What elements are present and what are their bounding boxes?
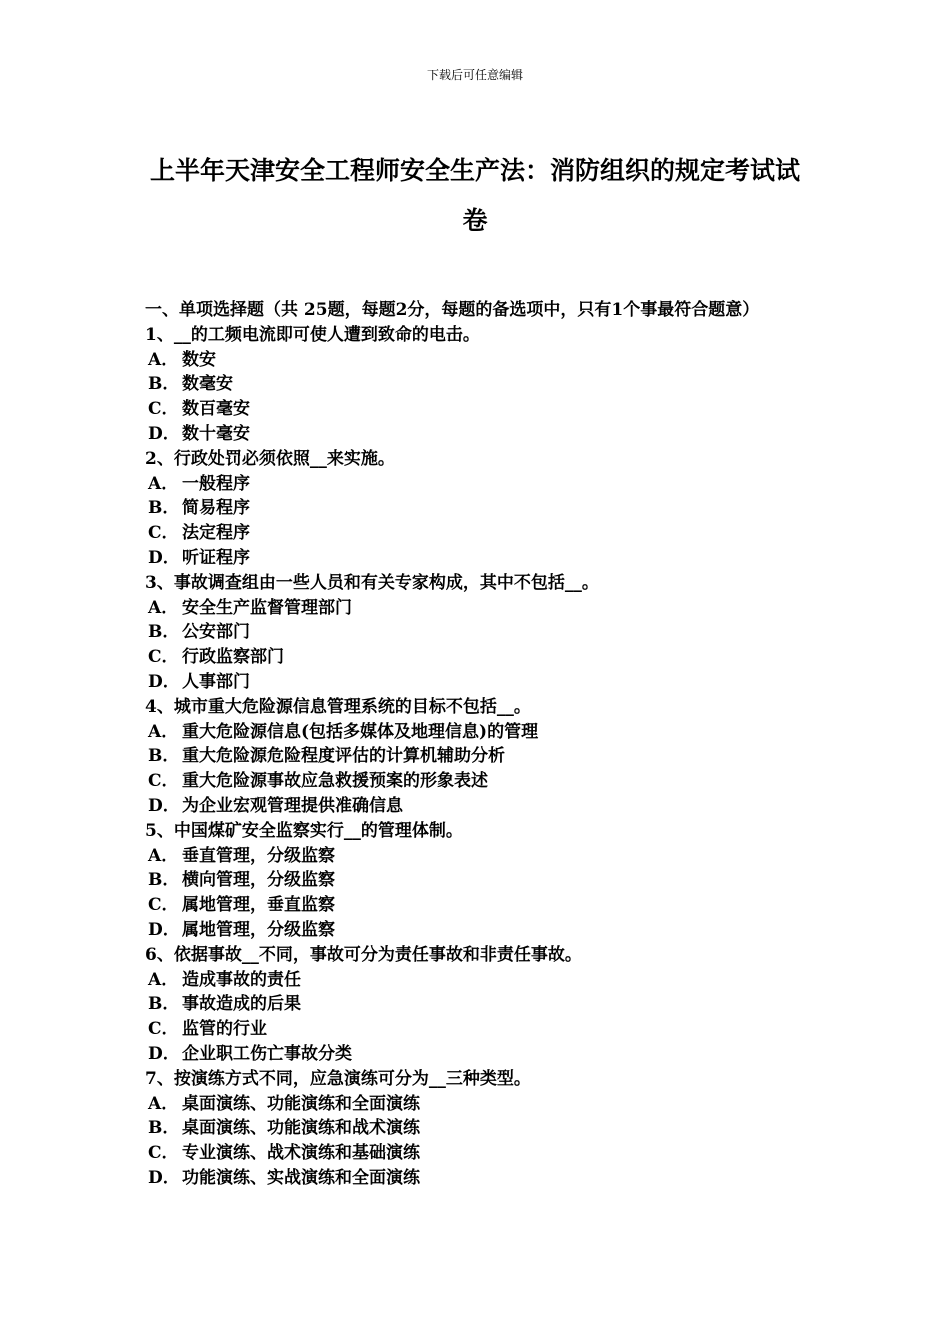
option-text: 重大危险源信息(包括多媒体及地理信息)的管理 [182,721,539,742]
header-note: 下载后可任意编辑 [426,68,523,82]
option-item [145,521,813,546]
option-list [145,844,813,943]
option-item [145,397,813,422]
option-letter: A． [148,597,179,618]
question-block [145,571,813,695]
option-text: 听证程序 [182,547,250,568]
option-item [145,670,813,695]
question-block [145,819,813,943]
document-body [145,298,813,1191]
option-item [145,1116,813,1141]
option-letter: B． [148,746,180,767]
option-letter: B． [148,1118,180,1139]
option-letter: B． [148,498,180,519]
option-letter: A． [148,721,179,742]
option-letter: D． [148,423,180,444]
option-item [145,918,813,943]
option-item [145,372,813,397]
option-list [145,1092,813,1191]
option-text: 安全生产监督管理部门 [182,597,352,618]
option-text: 人事部门 [182,671,250,692]
option-letter: D． [148,795,180,816]
option-text: 属地管理，分级监察 [182,919,335,940]
option-list [145,596,813,695]
option-item [145,546,813,571]
option-text: 法定程序 [182,523,250,544]
option-item [145,472,813,497]
option-letter: A． [148,969,179,990]
option-list [145,720,813,819]
option-item [145,1141,813,1166]
question-text: 3、事故调查组由一些人员和有关专家构成，其中不包括__。 [145,572,599,593]
option-item [145,893,813,918]
option-letter: D． [148,671,180,692]
option-letter: B． [148,870,180,891]
option-item [145,348,813,373]
option-letter: C． [148,1019,179,1040]
option-letter: D． [148,1167,180,1188]
question-text: 1、__的工频电流即可使人遭到致命的电击。 [145,324,480,345]
option-letter: A． [148,845,179,866]
option-letter: D． [148,1043,180,1064]
option-letter: B． [148,622,180,643]
option-text: 事故造成的后果 [182,994,301,1015]
option-letter: C． [148,1143,179,1164]
option-text: 专业演练、战术演练和基础演练 [182,1143,420,1164]
document-title: 上半年天津安全工程师安全生产法：消防组织的规定考试试卷 [149,156,800,235]
option-item [145,422,813,447]
option-text: 数十毫安 [182,423,250,444]
option-item [145,620,813,645]
question-block [145,943,813,1067]
option-letter: B． [148,374,180,395]
question-block [145,1067,813,1191]
question-list [145,323,813,1191]
option-letter: C． [148,399,179,420]
option-text: 行政监察部门 [182,647,284,668]
option-letter: D． [148,919,180,940]
option-item [145,496,813,521]
option-item [145,992,813,1017]
option-item [145,744,813,769]
option-letter: B． [148,994,180,1015]
option-text: 桌面演练、功能演练和战术演练 [182,1118,420,1139]
question-block [145,447,813,571]
question-text: 5、中国煤矿安全监察实行__的管理体制。 [145,820,463,841]
option-item [145,794,813,819]
option-text: 桌面演练、功能演练和全面演练 [182,1093,420,1114]
question-text: 6、依据事故__不同，事故可分为责任事故和非责任事故。 [145,944,582,965]
option-letter: A． [148,349,179,370]
option-list [145,968,813,1067]
option-text: 造成事故的责任 [182,969,301,990]
option-text: 公安部门 [182,622,250,643]
option-text: 重大危险源事故应急救援预案的形象表述 [182,771,488,792]
option-text: 属地管理，垂直监察 [182,895,335,916]
option-item [145,968,813,993]
question-text: 7、按演练方式不同，应急演练可分为__三种类型。 [145,1068,531,1089]
option-item [145,844,813,869]
question-block [145,323,813,447]
option-item [145,720,813,745]
option-letter: C． [148,523,179,544]
option-text: 为企业宏观管理提供准确信息 [182,795,403,816]
option-item [145,596,813,621]
option-text: 重大危险源危险程度评估的计算机辅助分析 [182,746,505,767]
question-block [145,695,813,819]
option-item [145,645,813,670]
option-text: 监管的行业 [182,1019,267,1040]
option-letter: C． [148,647,179,668]
option-list [145,348,813,447]
option-list [145,472,813,571]
option-item [145,1166,813,1191]
option-item [145,769,813,794]
option-text: 横向管理，分级监察 [182,870,335,891]
option-text: 企业职工伤亡事故分类 [182,1043,352,1064]
option-text: 简易程序 [182,498,250,519]
option-letter: A． [148,1093,179,1114]
option-text: 功能演练、实战演练和全面演练 [182,1167,420,1188]
option-letter: C． [148,895,179,916]
option-text: 一般程序 [182,473,250,494]
option-letter: D． [148,547,180,568]
question-text: 4、城市重大危险源信息管理系统的目标不包括__。 [145,696,531,717]
section-heading: 一、单项选择题（共 25题，每题2分，每题的备选项中，只有1个事最符合题意） [145,300,760,320]
option-text: 数毫安 [182,374,233,395]
option-item [145,868,813,893]
question-text: 2、行政处罚必须依照__来实施。 [145,448,395,469]
option-item [145,1042,813,1067]
option-item [145,1017,813,1042]
option-text: 数百毫安 [182,399,250,420]
option-item [145,1092,813,1117]
option-letter: C． [148,771,179,792]
option-text: 垂直管理，分级监察 [182,845,335,866]
option-letter: A． [148,473,179,494]
option-text: 数安 [182,349,216,370]
